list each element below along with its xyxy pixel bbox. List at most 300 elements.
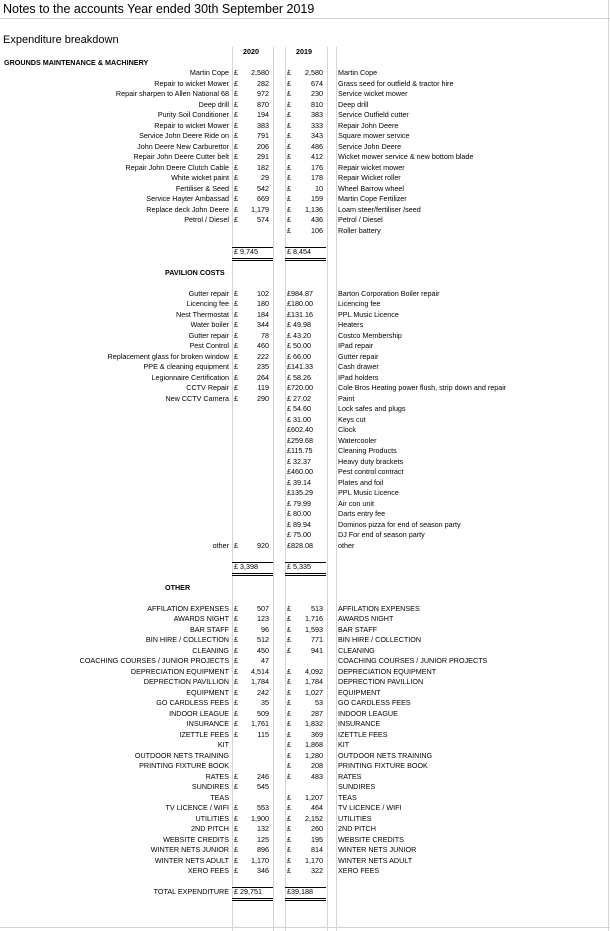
section-heading: GROUNDS MAINTENANCE & MACHINERY — [4, 57, 149, 67]
row-description: Repair Wicket roller — [338, 173, 401, 182]
table-row — [0, 677, 610, 688]
row-description: Licencing fee — [338, 299, 381, 308]
row-description: Barton Corporation Boiler repair — [338, 288, 440, 298]
row-label: PPE & cleaning equipment — [143, 362, 229, 371]
row-label: PRINTING FIXTURE BOOK — [139, 761, 229, 770]
value-2019: 674 — [311, 78, 323, 88]
value-2019: 1,784 — [305, 677, 323, 686]
pound-sign: £ — [234, 204, 238, 214]
table-row — [0, 698, 610, 709]
value-2020: 102 — [257, 288, 269, 298]
value-2019: 1,832 — [305, 719, 323, 728]
pound-sign: £ — [234, 624, 238, 634]
table-row — [0, 121, 610, 132]
row-label: Service Hayter Ambassad — [146, 194, 229, 203]
pound-sign: £ — [287, 120, 291, 130]
pound-sign: £ — [234, 866, 238, 875]
pound-sign: £ — [234, 120, 238, 130]
pound-sign: £ — [234, 656, 238, 665]
pound-sign: £ — [234, 782, 238, 791]
value-2019: £ 27.02 — [287, 393, 311, 403]
pound-sign: £ — [287, 89, 291, 98]
value-2020: 182 — [257, 162, 269, 172]
table-row — [0, 614, 610, 625]
table-row — [0, 226, 610, 237]
pound-sign: £ — [234, 614, 238, 623]
row-description: 2ND PITCH — [338, 824, 376, 833]
row-label: KIT — [217, 740, 229, 749]
row-description: Watercooler — [338, 435, 377, 445]
pound-sign: £ — [234, 362, 238, 371]
value-2019: £984.87 — [287, 288, 313, 298]
row-description: EQUIPMENT — [338, 687, 381, 697]
table-row — [0, 520, 610, 531]
value-2019: 483 — [311, 771, 323, 781]
table-row — [0, 446, 610, 457]
table-row — [0, 509, 610, 520]
pound-sign: £ — [234, 719, 238, 728]
value-2020: 1,900 — [251, 813, 269, 823]
value-2020: 180 — [257, 299, 269, 308]
grid-line — [0, 927, 610, 928]
pound-sign: £ — [234, 183, 238, 193]
value-2019: £115.75 — [287, 446, 313, 455]
value-2019: £ 89.94 — [287, 519, 311, 529]
table-row — [0, 604, 610, 615]
row-label: Gutter repair — [188, 330, 229, 340]
pound-sign: £ — [287, 750, 291, 760]
pound-sign: £ — [234, 68, 238, 77]
table-row — [0, 394, 610, 405]
value-2019: £180.00 — [287, 299, 313, 308]
pound-sign: £ — [234, 855, 238, 865]
row-description: PRINTING FIXTURE BOOK — [338, 761, 428, 770]
row-description: DEPRECIATION EQUIPMENT — [338, 666, 437, 676]
total-row — [0, 562, 610, 573]
value-2020: 509 — [257, 708, 269, 718]
value-2019: £ 79.99 — [287, 498, 311, 508]
row-description: Repair wicket mower — [338, 162, 405, 172]
table-row — [0, 656, 610, 667]
value-2019: 287 — [311, 708, 323, 718]
pound-sign: £ — [287, 803, 291, 812]
row-label: Petrol / Diesel — [184, 215, 229, 224]
year-header-2020: 2020 — [243, 47, 259, 56]
row-label: Water boiler — [190, 320, 229, 329]
row-description: WINTER NETS ADULT — [338, 855, 413, 865]
pound-sign: £ — [287, 813, 291, 823]
value-2019: 436 — [311, 215, 323, 224]
pound-sign: £ — [287, 761, 291, 770]
pound-sign: £ — [287, 687, 291, 697]
row-description: Heavy duty brackets — [338, 456, 404, 466]
value-2020: 35 — [261, 698, 269, 707]
row-label: Purity Soil Conditioner — [157, 110, 229, 119]
table-row — [0, 425, 610, 436]
row-description: Service Outfield cutter — [338, 110, 409, 119]
value-2020: 920 — [257, 540, 269, 550]
value-2020: 132 — [257, 824, 269, 833]
row-label: TEAS — [210, 792, 229, 802]
value-2020: 507 — [257, 603, 269, 613]
value-2020: 242 — [257, 687, 269, 697]
row-description: COACHING COURSES / JUNIOR PROJECTS — [338, 656, 488, 665]
pound-sign: £ — [287, 708, 291, 718]
table-row — [0, 163, 610, 174]
row-label: BIN HIRE / COLLECTION — [145, 635, 229, 644]
pound-sign: £ — [287, 824, 291, 833]
row-description: RATES — [338, 771, 362, 781]
pound-sign: £ — [287, 68, 291, 77]
row-description: BAR STAFF — [338, 624, 378, 634]
value-2020: 791 — [257, 131, 269, 140]
pound-sign: £ — [287, 141, 291, 151]
table-row — [0, 866, 610, 877]
pound-sign: £ — [234, 288, 238, 298]
value-2019: 1,170 — [305, 855, 323, 865]
row-label: XERO FEES — [187, 866, 229, 875]
row-description: Heaters — [338, 320, 364, 329]
value-2019: 53 — [315, 698, 323, 707]
row-description: Costco Membership — [338, 330, 402, 340]
pound-sign: £ — [234, 698, 238, 707]
value-2019: 1,136 — [305, 204, 323, 214]
table-row — [0, 530, 610, 541]
value-2019: 1,593 — [305, 624, 323, 634]
row-description: WEBSITE CREDITS — [338, 834, 404, 844]
table-row — [0, 772, 610, 783]
table-row — [0, 740, 610, 751]
year-header-2019: 2019 — [296, 47, 312, 56]
value-2019: £602.40 — [287, 425, 313, 434]
pound-sign: £ — [287, 162, 291, 172]
value-2019: £828.08 — [287, 540, 313, 550]
value-2020: 346 — [257, 866, 269, 875]
row-description: OUTDOOR NETS TRAINING — [338, 750, 433, 760]
value-2019: 260 — [311, 824, 323, 833]
total-2020-value: £ 3,398 — [234, 561, 258, 571]
row-description: WINTER NETS JUNIOR — [338, 845, 417, 854]
value-2019: 159 — [311, 194, 323, 203]
value-2019: 486 — [311, 141, 323, 151]
table-row — [0, 803, 610, 814]
value-2020: 460 — [257, 341, 269, 350]
value-2019: £141.33 — [287, 362, 313, 371]
row-description: DEPRECTION PAVILLION — [338, 677, 424, 686]
row-description: AWARDS NIGHT — [338, 614, 394, 623]
table-row — [0, 383, 610, 394]
row-description: Darts entry fee — [338, 509, 386, 518]
row-label: 2ND PITCH — [191, 824, 229, 833]
value-2020: 344 — [257, 320, 269, 329]
table-row — [0, 751, 610, 762]
pound-sign: £ — [234, 330, 238, 340]
table-row — [0, 404, 610, 415]
pound-sign: £ — [234, 677, 238, 686]
row-label: UTILITIES — [195, 813, 229, 823]
table-row — [0, 310, 610, 321]
pound-sign: £ — [287, 855, 291, 865]
value-2020: 896 — [257, 845, 269, 854]
row-label: RATES — [205, 771, 229, 781]
pound-sign: £ — [287, 204, 291, 214]
table-row — [0, 79, 610, 90]
pound-sign: £ — [287, 183, 291, 193]
row-label: CCTV Repair — [186, 383, 229, 392]
value-2020: 235 — [257, 362, 269, 371]
row-description: Martin Cope — [338, 68, 378, 77]
value-2019: £ 66.00 — [287, 351, 311, 361]
pound-sign: £ — [287, 845, 291, 854]
total-2019-value: £ 8,454 — [287, 246, 311, 256]
blank-row — [0, 551, 610, 562]
row-label: COACHING COURSES / JUNIOR PROJECTS — [79, 656, 229, 665]
table-row — [0, 457, 610, 468]
table-row — [0, 541, 610, 552]
blank-row — [0, 593, 610, 604]
row-description: Square mower service — [338, 131, 410, 140]
row-description: Clock — [338, 425, 356, 434]
pound-sign: £ — [234, 834, 238, 844]
table-row — [0, 814, 610, 825]
grid-line — [0, 18, 610, 19]
row-label: Licencing fee — [186, 299, 229, 308]
row-description: SUNDIRES — [338, 782, 376, 791]
row-label: Fertiliser & Seed — [175, 183, 229, 193]
value-2019: 1,027 — [305, 687, 323, 697]
pound-sign: £ — [234, 320, 238, 329]
value-2020: 115 — [257, 729, 269, 739]
value-2019: £ 32.37 — [287, 456, 311, 466]
pound-sign: £ — [287, 740, 291, 749]
row-description: Martin Cope Fertilizer — [338, 194, 407, 203]
table-row — [0, 142, 610, 153]
row-description: PPL Music Licence — [338, 488, 399, 497]
value-2019: 513 — [311, 603, 323, 613]
total-2020-value: £ 9,745 — [234, 246, 258, 256]
row-description: AFFILATION EXPENSES — [338, 603, 420, 613]
table-row — [0, 856, 610, 867]
value-2020: 870 — [257, 99, 269, 109]
value-2019: £ 43.20 — [287, 330, 311, 340]
row-label: TV LICENCE / WIFI — [165, 803, 229, 812]
table-row — [0, 299, 610, 310]
value-2020: 184 — [257, 309, 269, 319]
pound-sign: £ — [234, 803, 238, 812]
value-2019: 333 — [311, 120, 323, 130]
pound-sign: £ — [234, 152, 238, 161]
value-2020: 264 — [257, 372, 269, 382]
row-label: Repair to wicket Mower — [154, 120, 229, 130]
value-2019: 1,207 — [305, 792, 323, 802]
value-2019: £ 49.98 — [287, 320, 311, 329]
pound-sign: £ — [234, 603, 238, 613]
table-row — [0, 205, 610, 216]
pound-sign: £ — [234, 813, 238, 823]
row-description: Grass seed for outfield & tractor hire — [338, 78, 454, 88]
value-2020: 1,784 — [251, 677, 269, 686]
value-2020: 2,580 — [251, 68, 269, 77]
value-2019: 464 — [311, 803, 323, 812]
pound-sign: £ — [287, 194, 291, 203]
pound-sign: £ — [234, 372, 238, 382]
pound-sign: £ — [287, 719, 291, 728]
table-row — [0, 793, 610, 804]
section-center-row — [0, 268, 610, 279]
value-2019: 941 — [311, 645, 323, 655]
pound-sign: £ — [234, 341, 238, 350]
row-description: Deep drill — [338, 99, 369, 109]
pound-sign: £ — [287, 677, 291, 686]
row-description: Petrol / Diesel — [338, 215, 383, 224]
value-2019: 412 — [311, 152, 323, 161]
row-description: Loam steer/fertiliser /seed — [338, 204, 421, 214]
row-label: SUNDIRES — [191, 782, 229, 791]
pound-sign: £ — [234, 708, 238, 718]
value-2019: 2,580 — [305, 68, 323, 77]
value-2019: 176 — [311, 162, 323, 172]
value-2019: £ 31.00 — [287, 414, 311, 424]
table-row — [0, 215, 610, 226]
value-2019: 1,280 — [305, 750, 323, 760]
pound-sign: £ — [234, 110, 238, 119]
value-2020: 1,179 — [251, 204, 269, 214]
row-label: Service John Deere Ride on — [139, 131, 229, 140]
pound-sign: £ — [287, 666, 291, 676]
value-2019: £ 50.00 — [287, 341, 311, 350]
value-2020: 450 — [257, 645, 269, 655]
section-heading: OTHER — [165, 582, 191, 592]
row-label: Deep drill — [198, 99, 229, 109]
value-2019: 10 — [315, 183, 323, 193]
pound-sign: £ — [234, 845, 238, 854]
row-description: Wheel Barrow wheel — [338, 183, 404, 193]
value-2020: 290 — [257, 393, 269, 403]
table-row — [0, 782, 610, 793]
table-row — [0, 415, 610, 426]
value-2019: £131.16 — [287, 309, 313, 319]
blank-row — [0, 572, 610, 583]
value-2020: 222 — [257, 351, 269, 361]
value-2019: £259.68 — [287, 435, 313, 445]
row-description: IPad holders — [338, 372, 379, 382]
value-2019: £ 75.00 — [287, 530, 311, 539]
row-label: IZETTLE FEES — [179, 729, 229, 739]
table-row — [0, 194, 610, 205]
section-center-row — [0, 583, 610, 594]
row-label: Repair John Deere Cutter belt — [133, 152, 229, 161]
table-row — [0, 835, 610, 846]
pound-sign: £ — [234, 351, 238, 361]
total-2020-value: £ 29,751 — [234, 887, 262, 896]
value-2020: 512 — [257, 635, 269, 644]
blank-row — [0, 257, 610, 268]
table-row — [0, 635, 610, 646]
total-2020-cell — [232, 887, 273, 901]
table-row — [0, 173, 610, 184]
value-2020: 972 — [257, 89, 269, 98]
total-row — [0, 247, 610, 258]
row-description: PPL Music Licence — [338, 309, 399, 319]
value-2019: 208 — [311, 761, 323, 770]
pound-sign: £ — [287, 173, 291, 182]
pound-sign: £ — [234, 215, 238, 224]
table-row — [0, 131, 610, 142]
value-2019: 810 — [311, 99, 323, 109]
row-label: DEPRECIATION EQUIPMENT — [130, 666, 229, 676]
pound-sign: £ — [234, 194, 238, 203]
row-description: IZETTLE FEES — [338, 729, 388, 739]
value-2019: 322 — [311, 866, 323, 875]
row-description: XERO FEES — [338, 866, 380, 875]
value-2020: 194 — [257, 110, 269, 119]
value-2019: 178 — [311, 173, 323, 182]
value-2019: 2,152 — [305, 813, 323, 823]
value-2020: 383 — [257, 120, 269, 130]
value-2020: 119 — [257, 383, 269, 392]
value-2019: 343 — [311, 131, 323, 140]
row-label: BAR STAFF — [189, 624, 229, 634]
pound-sign: £ — [234, 729, 238, 739]
table-row — [0, 688, 610, 699]
grandtotal-row — [0, 887, 610, 898]
value-2019: £720.00 — [287, 383, 313, 392]
table-row — [0, 320, 610, 331]
row-description: GO CARDLESS FEES — [338, 698, 411, 707]
row-label: AWARDS NIGHT — [173, 614, 229, 623]
row-label: INSURANCE — [186, 719, 229, 728]
table-row — [0, 478, 610, 489]
table-row — [0, 436, 610, 447]
pound-sign: £ — [234, 162, 238, 172]
pound-sign: £ — [234, 89, 238, 98]
value-2019: £135.29 — [287, 488, 313, 497]
row-description: Service wicket mower — [338, 89, 408, 98]
value-2020: 4,514 — [251, 666, 269, 676]
pound-sign: £ — [287, 614, 291, 623]
table-row — [0, 499, 610, 510]
row-label: EQUIPMENT — [186, 687, 229, 697]
value-2020: 669 — [257, 194, 269, 203]
row-label: WINTER NETS ADULT — [154, 855, 229, 865]
table-row — [0, 719, 610, 730]
section-heading: PAVILION COSTS — [165, 267, 225, 277]
table-row — [0, 373, 610, 384]
row-description: BIN HIRE / COLLECTION — [338, 635, 422, 644]
pound-sign: £ — [287, 215, 291, 224]
row-label: CLEANING — [192, 645, 229, 655]
value-2020: 282 — [257, 78, 269, 88]
table-row — [0, 152, 610, 163]
value-2019: 383 — [311, 110, 323, 119]
row-description: CLEANING — [338, 645, 375, 655]
pound-sign: £ — [234, 393, 238, 403]
value-2020: 291 — [257, 152, 269, 161]
row-description: INDOOR LEAGUE — [338, 708, 398, 718]
value-2019: £ 54.60 — [287, 404, 311, 413]
table-row — [0, 89, 610, 100]
row-label: Replacement glass for broken window — [107, 351, 229, 361]
table-row — [0, 467, 610, 478]
pound-sign: £ — [287, 624, 291, 634]
table-row — [0, 646, 610, 657]
value-2020: 542 — [257, 183, 269, 193]
pound-sign: £ — [287, 225, 291, 235]
pound-sign: £ — [287, 771, 291, 781]
row-description: Paint — [338, 393, 355, 403]
row-label: Repair sharpen to Allen National 68 — [115, 89, 229, 98]
row-label: GO CARDLESS FEES — [156, 698, 229, 707]
